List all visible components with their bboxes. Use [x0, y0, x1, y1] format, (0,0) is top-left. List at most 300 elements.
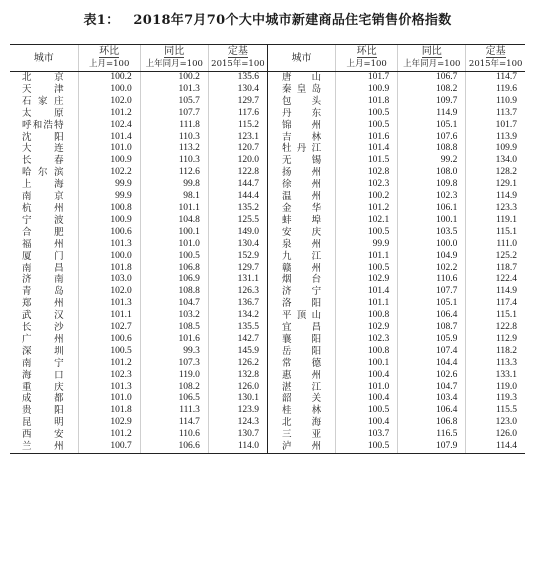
- yoy-cell: 101.6: [140, 334, 208, 346]
- yoy-cell: 108.0: [398, 167, 466, 179]
- yoy-cell: 110.6: [398, 274, 466, 286]
- city-cell: 宜昌: [267, 322, 335, 334]
- base-cell: 118.2: [466, 346, 525, 358]
- city-cell: 长春: [22, 155, 64, 167]
- mom-cell: 102.9: [336, 274, 398, 286]
- base-cell: 145.9: [208, 346, 267, 358]
- yoy-cell: 108.2: [398, 84, 466, 96]
- city-cell: 惠州: [267, 370, 335, 382]
- city-cell: 重庆: [22, 381, 64, 393]
- city-cell: 哈尔滨: [22, 167, 64, 179]
- mom-cell: 100.5: [336, 227, 398, 239]
- yoy-cell: 101.0: [140, 239, 208, 251]
- city-cell: 湛江: [267, 382, 335, 394]
- table-row: [10, 263, 525, 275]
- base-cell: 130.7: [208, 429, 267, 441]
- table-row: [10, 346, 525, 358]
- yoy-header-right: 同比: [398, 45, 466, 59]
- yoy-cell: 104.7: [140, 298, 208, 310]
- yoy-cell: 100.5: [140, 251, 208, 263]
- mom-cell: 100.2: [336, 191, 398, 203]
- yoy-cell: 113.2: [140, 143, 208, 155]
- mom-cell: 100.5: [336, 120, 398, 132]
- mom-cell: 102.8: [336, 167, 398, 179]
- yoy-cell: 111.8: [140, 120, 208, 132]
- city-cell: 徐州: [267, 179, 335, 191]
- table-row: [10, 108, 525, 120]
- city-cell: 沈阳: [22, 131, 64, 143]
- table-row: [10, 215, 525, 227]
- mom-cell: 101.0: [78, 393, 140, 405]
- table-row: [10, 203, 525, 215]
- base-header-left: 定基: [208, 45, 267, 59]
- table-row: [10, 239, 525, 251]
- table-row: [10, 155, 525, 167]
- yoy-cell: 101.1: [140, 203, 208, 215]
- mom-cell: 101.2: [78, 429, 140, 441]
- base-cell: 109.9: [466, 143, 525, 155]
- city-cell: 丹东: [267, 108, 335, 120]
- mom-cell: 101.3: [78, 239, 140, 251]
- table-row: [10, 132, 525, 144]
- yoy-cell: 106.8: [398, 417, 466, 429]
- mom-cell: 100.7: [78, 441, 140, 453]
- mom-cell: 100.8: [336, 346, 398, 358]
- mom-cell: 99.9: [78, 191, 140, 203]
- base-cell: 119.1: [466, 215, 525, 227]
- base-subheader-right: 2015年=100: [466, 58, 525, 72]
- city-cell: 深圳: [22, 345, 64, 357]
- city-cell: 牡丹江: [267, 143, 335, 155]
- table-title-text: 2018年7月70个大中城市新建商品住宅销售价格指数: [133, 13, 452, 28]
- base-cell: 117.6: [208, 108, 267, 120]
- city-cell: 蚌埠: [267, 215, 335, 227]
- base-cell: 134.2: [208, 310, 267, 322]
- base-cell: 129.7: [208, 263, 267, 275]
- mom-cell: 100.9: [78, 155, 140, 167]
- yoy-cell: 106.4: [398, 310, 466, 322]
- mom-cell: 101.2: [336, 203, 398, 215]
- base-cell: 115.1: [466, 310, 525, 322]
- yoy-cell: 108.7: [398, 322, 466, 334]
- table-row: [10, 286, 525, 298]
- base-cell: 114.7: [466, 72, 525, 84]
- mom-cell: 100.6: [78, 334, 140, 346]
- base-cell: 144.4: [208, 191, 267, 203]
- yoy-cell: 102.6: [398, 370, 466, 382]
- base-cell: 122.8: [208, 167, 267, 179]
- city-cell: 赣州: [267, 263, 335, 275]
- base-cell: 124.3: [208, 417, 267, 429]
- yoy-cell: 100.1: [398, 215, 466, 227]
- table-row: [10, 310, 525, 322]
- table-row: [10, 96, 525, 108]
- table-row: [10, 167, 525, 179]
- mom-cell: 103.7: [336, 429, 398, 441]
- city-cell: 唐山: [267, 72, 335, 84]
- mom-cell: 102.1: [336, 215, 398, 227]
- table-row: [10, 298, 525, 310]
- city-cell: 泸州: [267, 441, 335, 453]
- base-cell: 114.4: [466, 441, 525, 453]
- mom-cell: 102.4: [78, 120, 140, 132]
- yoy-cell: 104.9: [398, 251, 466, 263]
- base-cell: 142.7: [208, 334, 267, 346]
- mom-cell: 100.5: [78, 346, 140, 358]
- yoy-cell: 112.6: [140, 167, 208, 179]
- city-cell: 安庆: [267, 227, 335, 239]
- yoy-cell: 103.4: [398, 393, 466, 405]
- city-cell: 北京: [22, 72, 64, 83]
- mom-cell: 102.3: [336, 179, 398, 191]
- base-cell: 123.9: [208, 405, 267, 417]
- city-cell: 宁波: [22, 214, 64, 226]
- mom-cell: 101.4: [336, 286, 398, 298]
- base-cell: 118.7: [466, 263, 525, 275]
- yoy-cell: 105.1: [398, 298, 466, 310]
- base-cell: 123.3: [466, 203, 525, 215]
- mom-cell: 100.5: [336, 441, 398, 453]
- mom-cell: 102.0: [78, 96, 140, 108]
- city-cell: 常德: [267, 358, 335, 370]
- city-cell: 济南: [22, 274, 64, 286]
- mom-cell: 100.1: [336, 358, 398, 370]
- table-row: [10, 429, 525, 441]
- base-cell: 122.4: [466, 274, 525, 286]
- yoy-cell: 104.4: [398, 358, 466, 370]
- city-cell: 呼和浩特: [22, 119, 64, 131]
- city-cell: 长沙: [22, 322, 64, 334]
- city-cell: 洛阳: [267, 298, 335, 310]
- yoy-cell: 109.7: [398, 96, 466, 108]
- mom-cell: 101.6: [336, 132, 398, 144]
- mom-cell: 101.8: [78, 263, 140, 275]
- base-cell: 114.9: [466, 191, 525, 203]
- yoy-subheader-right: 上年同月=100: [398, 58, 466, 72]
- yoy-cell: 108.5: [140, 322, 208, 334]
- base-cell: 119.6: [466, 84, 525, 96]
- mom-cell: 100.9: [78, 215, 140, 227]
- base-subheader-left: 2015年=100: [208, 58, 267, 72]
- yoy-cell: 107.7: [398, 286, 466, 298]
- city-cell: 武汉: [22, 310, 64, 322]
- yoy-cell: 106.5: [140, 393, 208, 405]
- mom-cell: 100.9: [336, 84, 398, 96]
- yoy-cell: 119.0: [140, 370, 208, 382]
- mom-cell: 101.3: [78, 382, 140, 394]
- mom-cell: 101.2: [78, 108, 140, 120]
- mom-cell: 103.0: [78, 274, 140, 286]
- base-cell: 113.9: [466, 132, 525, 144]
- base-cell: 113.3: [466, 358, 525, 370]
- mom-cell: 99.9: [336, 239, 398, 251]
- yoy-cell: 110.6: [140, 429, 208, 441]
- base-cell: 115.2: [208, 120, 267, 132]
- yoy-cell: 108.8: [140, 286, 208, 298]
- base-cell: 134.0: [466, 155, 525, 167]
- city-cell: 杭州: [22, 202, 64, 214]
- mom-cell: 100.4: [336, 417, 398, 429]
- city-cell: 包头: [267, 96, 335, 108]
- mom-cell: 100.4: [336, 370, 398, 382]
- city-cell: 北海: [267, 417, 335, 429]
- mom-cell: 100.5: [336, 405, 398, 417]
- city-cell: 烟台: [267, 274, 335, 286]
- table-label: 表1：: [83, 13, 120, 28]
- city-cell: 石家庄: [22, 95, 64, 107]
- city-cell: 厦门: [22, 250, 64, 262]
- base-cell: 128.2: [466, 167, 525, 179]
- table-row: [10, 370, 525, 382]
- mom-cell: 101.8: [336, 96, 398, 108]
- yoy-subheader-left: 上年同月=100: [140, 58, 208, 72]
- base-cell: 115.5: [466, 405, 525, 417]
- mom-header-right: 环比: [336, 45, 398, 59]
- base-cell: 132.8: [208, 370, 267, 382]
- base-cell: 144.7: [208, 179, 267, 191]
- city-cell: 九江: [267, 251, 335, 263]
- table-row: [10, 72, 525, 84]
- city-cell: 温州: [267, 191, 335, 203]
- mom-cell: 101.7: [336, 72, 398, 84]
- yoy-cell: 106.1: [398, 203, 466, 215]
- base-cell: 119.0: [466, 382, 525, 394]
- city-cell: 韶关: [267, 393, 335, 405]
- mom-cell: 101.0: [336, 382, 398, 394]
- yoy-cell: 102.3: [398, 191, 466, 203]
- mom-cell: 100.8: [336, 310, 398, 322]
- mom-cell: 100.6: [78, 227, 140, 239]
- mom-cell: 99.9: [78, 179, 140, 191]
- city-cell: 合肥: [22, 226, 64, 238]
- yoy-cell: 110.3: [140, 132, 208, 144]
- city-cell: 南京: [22, 191, 64, 203]
- yoy-cell: 111.3: [140, 405, 208, 417]
- base-cell: 122.8: [466, 322, 525, 334]
- city-cell: 福州: [22, 238, 64, 250]
- city-cell: 岳阳: [267, 346, 335, 358]
- base-cell: 120.0: [208, 155, 267, 167]
- base-cell: 130.1: [208, 393, 267, 405]
- city-cell: 锦州: [267, 120, 335, 132]
- base-cell: 115.1: [466, 227, 525, 239]
- table-row: [10, 417, 525, 429]
- mom-cell: 102.2: [78, 167, 140, 179]
- base-cell: 130.4: [208, 84, 267, 96]
- table-title: [0, 9, 535, 28]
- yoy-cell: 107.7: [140, 108, 208, 120]
- table-row: [10, 120, 525, 132]
- city-cell: 泉州: [267, 239, 335, 251]
- base-cell: 112.9: [466, 334, 525, 346]
- table-row: [10, 334, 525, 346]
- mom-cell: 100.8: [78, 203, 140, 215]
- mom-cell: 100.5: [336, 108, 398, 120]
- base-cell: 129.1: [466, 179, 525, 191]
- mom-cell: 100.2: [78, 72, 140, 84]
- yoy-cell: 109.8: [398, 179, 466, 191]
- table-row: [10, 322, 525, 334]
- yoy-header-left: 同比: [140, 45, 208, 59]
- base-cell: 125.5: [208, 215, 267, 227]
- base-cell: 130.4: [208, 239, 267, 251]
- mom-cell: 102.9: [78, 417, 140, 429]
- table-row: [10, 191, 525, 203]
- yoy-cell: 100.1: [140, 227, 208, 239]
- mom-cell: 100.0: [78, 84, 140, 96]
- city-cell: 三亚: [267, 429, 335, 441]
- yoy-cell: 105.9: [398, 334, 466, 346]
- base-cell: 131.1: [208, 274, 267, 286]
- mom-cell: 102.0: [78, 286, 140, 298]
- table-row: [10, 393, 525, 405]
- city-cell: 兰州: [10, 441, 78, 453]
- city-cell: 秦皇岛: [267, 84, 335, 96]
- city-cell: 青岛: [22, 286, 64, 298]
- city-cell: 金华: [267, 203, 335, 215]
- base-cell: 126.0: [466, 429, 525, 441]
- base-cell: 114.0: [208, 441, 267, 453]
- city-cell: 襄阳: [267, 334, 335, 346]
- yoy-cell: 108.8: [398, 143, 466, 155]
- yoy-cell: 114.9: [398, 108, 466, 120]
- table-row: [10, 143, 525, 155]
- yoy-cell: 106.8: [140, 263, 208, 275]
- base-cell: 111.0: [466, 239, 525, 251]
- base-cell: 101.7: [466, 120, 525, 132]
- yoy-cell: 104.7: [398, 382, 466, 394]
- yoy-cell: 107.6: [398, 132, 466, 144]
- yoy-cell: 106.4: [398, 405, 466, 417]
- table-row: [10, 358, 525, 370]
- city-cell: 南昌: [22, 262, 64, 274]
- mom-cell: 101.3: [78, 298, 140, 310]
- yoy-cell: 99.3: [140, 346, 208, 358]
- table-row: [10, 227, 525, 239]
- yoy-cell: 107.9: [398, 441, 466, 453]
- yoy-cell: 98.1: [140, 191, 208, 203]
- base-cell: 149.0: [208, 227, 267, 239]
- base-cell: 117.4: [466, 298, 525, 310]
- mom-cell: 101.1: [336, 251, 398, 263]
- yoy-cell: 106.9: [140, 274, 208, 286]
- yoy-cell: 105.7: [140, 96, 208, 108]
- base-cell: 152.9: [208, 251, 267, 263]
- mom-header-left: 环比: [78, 45, 140, 59]
- mom-cell: 101.2: [78, 358, 140, 370]
- city-cell: 吉林: [267, 132, 335, 144]
- city-cell: 贵阳: [22, 405, 64, 417]
- mom-subheader-left: 上月=100: [78, 58, 140, 72]
- city-cell: 成都: [22, 393, 64, 405]
- yoy-cell: 101.3: [140, 84, 208, 96]
- yoy-cell: 103.5: [398, 227, 466, 239]
- city-cell: 西安: [22, 429, 64, 441]
- yoy-cell: 107.3: [140, 358, 208, 370]
- base-cell: 123.1: [208, 132, 267, 144]
- table-row: [10, 179, 525, 191]
- city-cell: 南宁: [22, 357, 64, 369]
- table-row: [10, 274, 525, 286]
- yoy-cell: 108.2: [140, 382, 208, 394]
- city-cell: 大连: [22, 143, 64, 155]
- base-cell: 135.5: [208, 322, 267, 334]
- mom-subheader-right: 上月=100: [336, 58, 398, 72]
- base-cell: 110.9: [466, 96, 525, 108]
- mom-cell: 101.1: [78, 310, 140, 322]
- yoy-cell: 99.2: [398, 155, 466, 167]
- mom-cell: 102.7: [78, 322, 140, 334]
- yoy-cell: 102.2: [398, 263, 466, 275]
- city-header-right: 城市: [267, 45, 335, 72]
- base-cell: 119.3: [466, 393, 525, 405]
- yoy-cell: 107.4: [398, 346, 466, 358]
- mom-cell: 100.4: [336, 393, 398, 405]
- mom-cell: 101.5: [336, 155, 398, 167]
- city-cell: 广州: [22, 333, 64, 345]
- yoy-cell: 116.5: [398, 429, 466, 441]
- city-cell: 平顶山: [267, 310, 335, 322]
- mom-cell: 100.0: [78, 251, 140, 263]
- city-cell: 扬州: [267, 167, 335, 179]
- table-body: [10, 72, 525, 454]
- base-cell: 135.2: [208, 203, 267, 215]
- base-cell: 120.7: [208, 143, 267, 155]
- table-row: [10, 84, 525, 96]
- city-cell: 昆明: [22, 417, 64, 429]
- base-cell: 126.3: [208, 286, 267, 298]
- table-row: [10, 251, 525, 263]
- city-cell: 上海: [22, 179, 64, 191]
- mom-cell: 101.1: [336, 298, 398, 310]
- base-cell: 113.7: [466, 108, 525, 120]
- header-row: [10, 45, 525, 59]
- table-row: [10, 441, 525, 453]
- city-cell: 郑州: [22, 298, 64, 310]
- mom-cell: 102.3: [78, 370, 140, 382]
- city-cell: 太原: [22, 107, 64, 119]
- base-header-right: 定基: [466, 45, 525, 59]
- city-cell: 济宁: [267, 286, 335, 298]
- city-header-left: 城市: [10, 45, 78, 72]
- mom-cell: 101.4: [336, 143, 398, 155]
- mom-cell: 101.0: [78, 143, 140, 155]
- price-index-table: [10, 44, 525, 454]
- city-cell: 桂林: [267, 405, 335, 417]
- yoy-cell: 100.0: [398, 239, 466, 251]
- yoy-cell: 100.2: [140, 72, 208, 84]
- base-cell: 123.0: [466, 417, 525, 429]
- yoy-cell: 106.6: [140, 441, 208, 453]
- mom-cell: 101.8: [78, 405, 140, 417]
- mom-cell: 102.9: [336, 322, 398, 334]
- base-cell: 136.7: [208, 298, 267, 310]
- yoy-cell: 110.3: [140, 155, 208, 167]
- yoy-cell: 106.7: [398, 72, 466, 84]
- mom-cell: 100.5: [336, 263, 398, 275]
- yoy-cell: 104.8: [140, 215, 208, 227]
- city-cell: 无锡: [267, 155, 335, 167]
- yoy-cell: 99.8: [140, 179, 208, 191]
- table-row: [10, 382, 525, 394]
- base-cell: 129.7: [208, 96, 267, 108]
- base-cell: 135.6: [208, 72, 267, 84]
- yoy-cell: 103.2: [140, 310, 208, 322]
- mom-cell: 101.4: [78, 132, 140, 144]
- yoy-cell: 105.1: [398, 120, 466, 132]
- yoy-cell: 114.7: [140, 417, 208, 429]
- city-cell: 天津: [22, 83, 64, 95]
